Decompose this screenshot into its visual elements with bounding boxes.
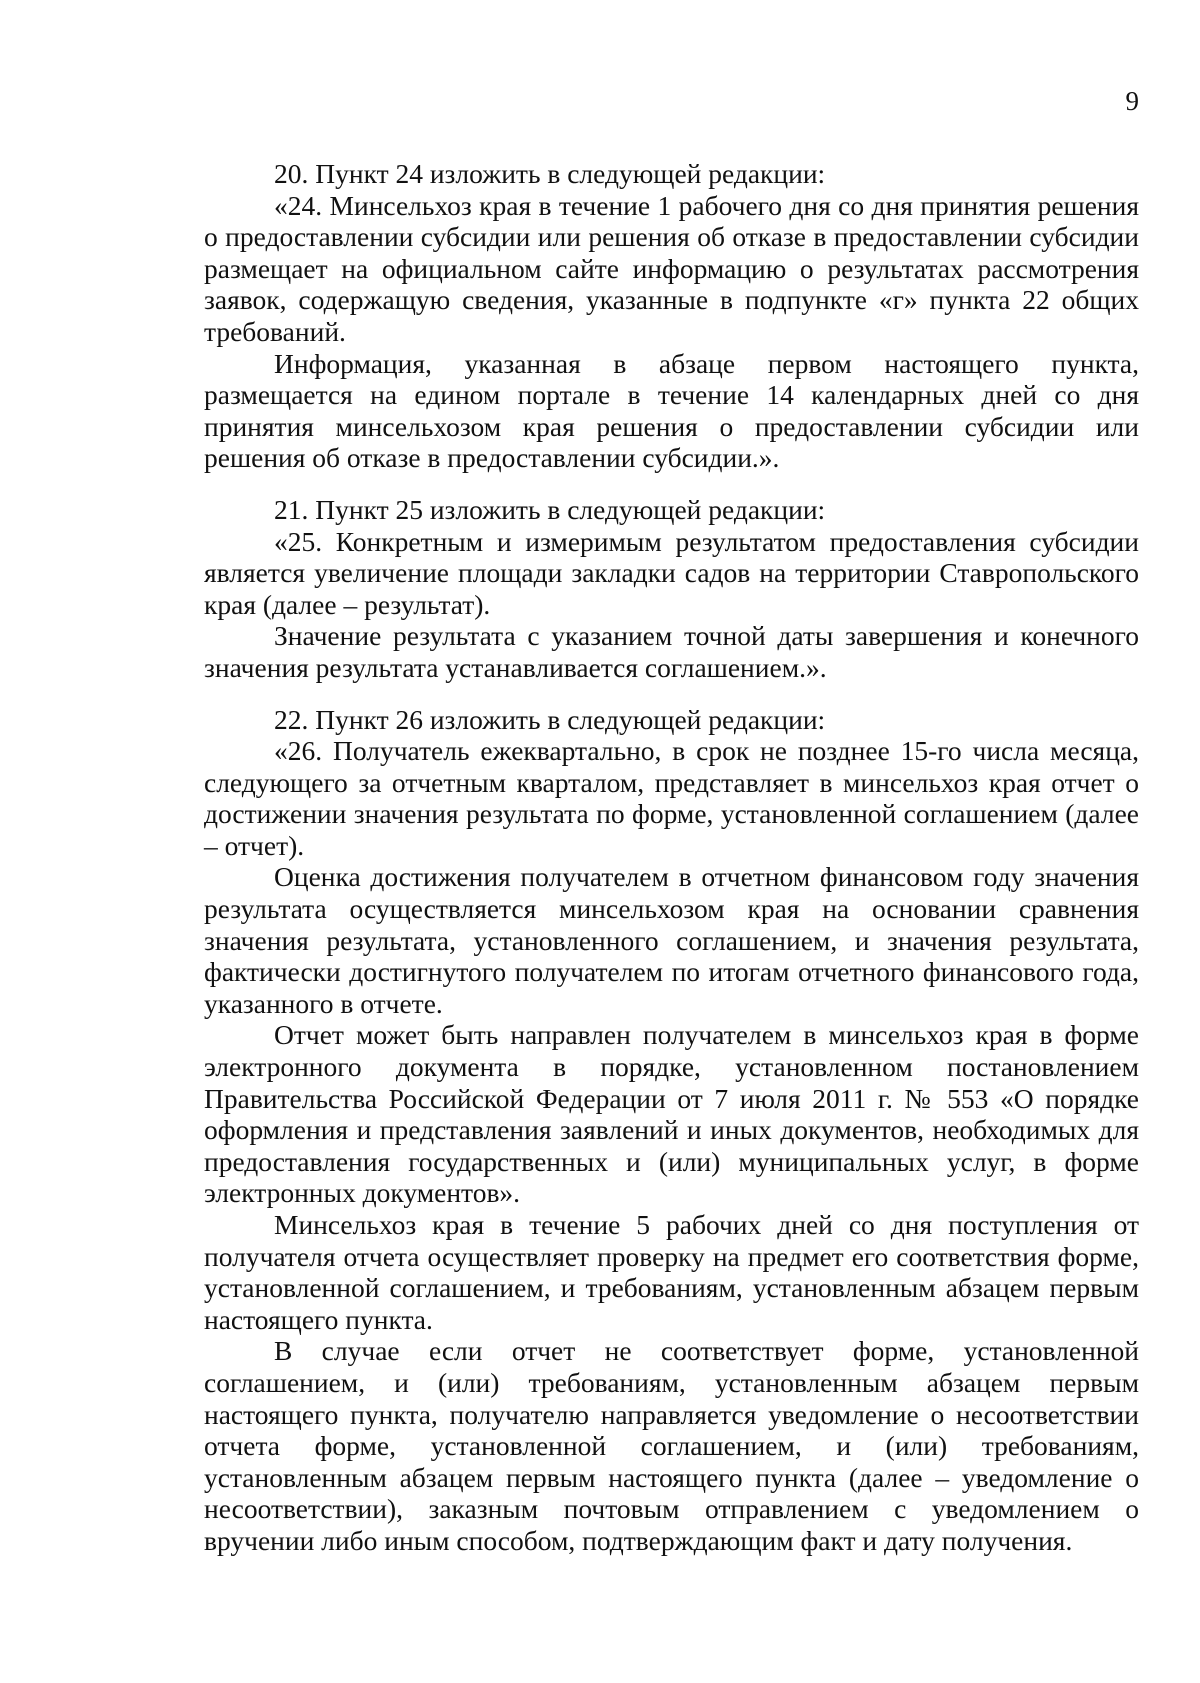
section-gap	[204, 474, 1139, 494]
section-gap	[204, 684, 1139, 704]
paragraph-item-26-text: «26. Получатель ежеквартально, в срок не позднее 15-го числа месяца, следующего за отчетным кварталом, представляет в минсельхоз края отчет о достижении значения результата по форме, установленной соглашением (далее – отчет).	[204, 735, 1139, 861]
page-number: 9	[1125, 86, 1139, 116]
paragraph-item-24-information: Информация, указанная в абзаце первом настоящего пункта, размещается на едином портале в течение 14 календарных дней со дня принятия минсельхозом края решения о предоставлении субсидии или решения об отказе в предоставлении субсидии.».	[204, 347, 1139, 474]
paragraph-item-22-heading: 22. Пункт 26 изложить в следующей редакции:	[274, 703, 826, 735]
paragraph-item-26-electronic-report: Отчет может быть направлен получателем в минсельхоз края в форме электронного документа в порядке, установленном постановлением Правительства Российской Федерации от 7 июля 2011 г. № 553 «О порядке оформления и представления заявлений и иных документов, необходимых для предоставления государственных и (или) муниципальных услуг, в форме электронных документов».	[204, 1019, 1139, 1209]
document-body	[204, 158, 1139, 1557]
paragraph-item-26-assessment: Оценка достижения получателем в отчетном финансовом году значения результата осуществляется минсельхозом края на основании сравнения значения результата, установленного соглашением, и значения результата, фактически достигнутого получателем по итогам отчетного финансового года, указанного в отчете.	[204, 861, 1139, 1019]
paragraph-item-25-text: «25. Конкретным и измеримым результатом предоставления субсидии является увеличение площади закладки садов на территории Ставропольского края (далее – результат).	[204, 525, 1139, 620]
paragraph-item-25-value: Значение результата с указанием точной даты завершения и конечного значения результата устанавливается соглашением.».	[204, 620, 1139, 683]
paragraph-item-20-heading: 20. Пункт 24 изложить в следующей редакции:	[274, 158, 826, 189]
paragraph-item-24-text: «24. Минсельхоз края в течение 1 рабочего дня со дня принятия решения о предоставлении субсидии или решения об отказе в предоставлении субсидии размещает на официальном сайте информацию о результатах рассмотрения заявок, содержащую сведения, указанные в подпункте «г» пункта 22 общих требований.	[204, 189, 1139, 347]
paragraph-item-21-heading: 21. Пункт 25 изложить в следующей редакции:	[274, 493, 826, 525]
paragraph-item-26-nonconformity: В случае если отчет не соответствует форме, установленной соглашением, и (или) требованиям, установленным абзацем первым настоящего пункта, получателю направляется уведомление о несоответствии отчета форме, установленной соглашением, и (или) требованиям, установленным абзацем первым настоящего пункта (далее – уведомление о несоответствии), заказным почтовым отправлением с уведомлением о вручении либо иным способом, подтверждающим факт и дату получения.	[204, 1335, 1139, 1556]
paragraph-item-26-verification: Минсельхоз края в течение 5 рабочих дней со дня поступления от получателя отчета осуществляет проверку на предмет его соответствия форме, установленной соглашением, и требованиям, установленным абзацем первым настоящего пункта.	[204, 1209, 1139, 1335]
